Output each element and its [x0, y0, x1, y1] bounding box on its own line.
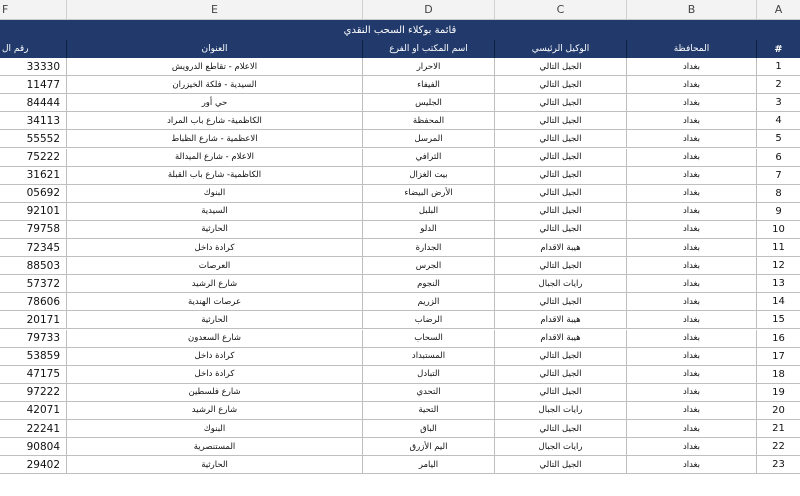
- cell-index[interactable]: 6: [756, 149, 800, 167]
- column-header-f[interactable]: F: [0, 0, 66, 20]
- cell-index[interactable]: 22: [756, 438, 800, 456]
- cell-office[interactable]: المرسل: [362, 130, 494, 148]
- cell-province[interactable]: بغداد: [626, 58, 756, 76]
- cell-code[interactable]: 55552: [0, 130, 66, 148]
- cell-agent[interactable]: الجيل التالي: [494, 94, 626, 112]
- cell-agent[interactable]: الجيل التالي: [494, 167, 626, 185]
- cell-code[interactable]: 75222: [0, 149, 66, 167]
- cell-address[interactable]: السيدية - فلكة الخيزران: [66, 76, 362, 94]
- cell-office[interactable]: البلبل: [362, 203, 494, 221]
- cell-province[interactable]: بغداد: [626, 293, 756, 311]
- cell-province[interactable]: بغداد: [626, 239, 756, 257]
- cell-office[interactable]: التحدي: [362, 384, 494, 402]
- header-index: #: [756, 40, 800, 58]
- cell-index[interactable]: 21: [756, 420, 800, 438]
- cell-code[interactable]: 97222: [0, 384, 66, 402]
- cell-index[interactable]: 15: [756, 311, 800, 329]
- cell-address[interactable]: كرادة داخل: [66, 366, 362, 384]
- cell-province[interactable]: بغداد: [626, 149, 756, 167]
- cell-province[interactable]: بغداد: [626, 275, 756, 293]
- cell-code[interactable]: 88503: [0, 257, 66, 275]
- cell-address[interactable]: البنوك: [66, 185, 362, 203]
- cell-code[interactable]: 05692: [0, 185, 66, 203]
- cell-address[interactable]: الكاظمية- شارع باب القبلة: [66, 167, 362, 185]
- cell-office[interactable]: الفيفاء: [362, 76, 494, 94]
- cell-office[interactable]: الجليس: [362, 94, 494, 112]
- cell-agent[interactable]: الجيل التالي: [494, 366, 626, 384]
- cell-index[interactable]: 18: [756, 366, 800, 384]
- cell-address[interactable]: الحارثية: [66, 311, 362, 329]
- cell-address[interactable]: الحارثية: [66, 456, 362, 474]
- cell-province[interactable]: بغداد: [626, 384, 756, 402]
- cell-address[interactable]: الاعظمية - شارع الظباط: [66, 130, 362, 148]
- cell-address[interactable]: حي أور: [66, 94, 362, 112]
- cell-office[interactable]: بيت الغزال: [362, 167, 494, 185]
- cell-province[interactable]: بغداد: [626, 456, 756, 474]
- cell-province[interactable]: بغداد: [626, 203, 756, 221]
- cell-agent[interactable]: الجيل التالي: [494, 130, 626, 148]
- cell-index[interactable]: 10: [756, 221, 800, 239]
- cell-code[interactable]: 79733: [0, 330, 66, 348]
- cell-code[interactable]: 33330: [0, 58, 66, 76]
- column-header-c[interactable]: C: [494, 0, 626, 20]
- cell-index[interactable]: 1: [756, 58, 800, 76]
- cell-office[interactable]: اليامر: [362, 456, 494, 474]
- cell-address[interactable]: عرصات الهندية: [66, 293, 362, 311]
- cell-address[interactable]: المستنصرية: [66, 438, 362, 456]
- cell-province[interactable]: بغداد: [626, 311, 756, 329]
- column-header-b[interactable]: B: [626, 0, 756, 20]
- cell-province[interactable]: بغداد: [626, 438, 756, 456]
- cell-office[interactable]: المستبداد: [362, 348, 494, 366]
- cell-office[interactable]: الجرس: [362, 257, 494, 275]
- cell-index[interactable]: 16: [756, 330, 800, 348]
- cell-province[interactable]: بغداد: [626, 330, 756, 348]
- cell-address[interactable]: شارع الرشيد: [66, 275, 362, 293]
- cell-province[interactable]: بغداد: [626, 130, 756, 148]
- cell-office[interactable]: الأرض البيضاء: [362, 185, 494, 203]
- cell-office[interactable]: الرضاب: [362, 311, 494, 329]
- cell-index[interactable]: 3: [756, 94, 800, 112]
- cell-agent[interactable]: الجيل التالي: [494, 149, 626, 167]
- cell-index[interactable]: 14: [756, 293, 800, 311]
- cell-office[interactable]: الثرافي: [362, 149, 494, 167]
- cell-province[interactable]: بغداد: [626, 221, 756, 239]
- cell-address[interactable]: العرصات: [66, 257, 362, 275]
- cell-address[interactable]: شارع السعدون: [66, 330, 362, 348]
- cell-code[interactable]: 47175: [0, 366, 66, 384]
- cell-code[interactable]: 84444: [0, 94, 66, 112]
- cell-office[interactable]: الاحرار: [362, 58, 494, 76]
- cell-agent[interactable]: الجيل التالي: [494, 348, 626, 366]
- cell-province[interactable]: بغداد: [626, 112, 756, 130]
- cell-agent[interactable]: الجيل التالي: [494, 203, 626, 221]
- cell-address[interactable]: شارع الرشيد: [66, 402, 362, 420]
- cell-code[interactable]: 34113: [0, 112, 66, 130]
- cell-code[interactable]: 11477: [0, 76, 66, 94]
- cell-address[interactable]: شارع فلسطين: [66, 384, 362, 402]
- cell-province[interactable]: بغداد: [626, 167, 756, 185]
- cell-agent[interactable]: الجيل التالي: [494, 221, 626, 239]
- cell-agent[interactable]: الجيل التالي: [494, 293, 626, 311]
- cell-code[interactable]: 72345: [0, 239, 66, 257]
- column-header-e[interactable]: E: [66, 0, 362, 20]
- cell-code[interactable]: 92101: [0, 203, 66, 221]
- cell-agent[interactable]: الجيل التالي: [494, 456, 626, 474]
- cell-index[interactable]: 13: [756, 275, 800, 293]
- cell-province[interactable]: بغداد: [626, 257, 756, 275]
- cell-agent[interactable]: الجيل التالي: [494, 185, 626, 203]
- cell-office[interactable]: الدلو: [362, 221, 494, 239]
- cell-agent[interactable]: الجيل التالي: [494, 112, 626, 130]
- cell-province[interactable]: بغداد: [626, 185, 756, 203]
- cell-address[interactable]: السيدية: [66, 203, 362, 221]
- cell-address[interactable]: الكاظمية- شارع باب المراد: [66, 112, 362, 130]
- cell-code[interactable]: 31621: [0, 167, 66, 185]
- cell-address[interactable]: الاعلام - شارع الميدالة: [66, 149, 362, 167]
- cell-code[interactable]: 20171: [0, 311, 66, 329]
- cell-address[interactable]: كرادة داخل: [66, 348, 362, 366]
- cell-code[interactable]: 78606: [0, 293, 66, 311]
- header-office: اسم المكتب او الفرع: [362, 40, 494, 58]
- header-province: المحافظة: [626, 40, 756, 58]
- column-header-a[interactable]: A: [756, 0, 800, 20]
- cell-index[interactable]: 19: [756, 384, 800, 402]
- cell-address[interactable]: البنوك: [66, 420, 362, 438]
- cell-index[interactable]: 12: [756, 257, 800, 275]
- cell-province[interactable]: بغداد: [626, 348, 756, 366]
- cell-index[interactable]: 8: [756, 185, 800, 203]
- cell-code[interactable]: 42071: [0, 402, 66, 420]
- cell-office[interactable]: التبادل: [362, 366, 494, 384]
- cell-index[interactable]: 2: [756, 76, 800, 94]
- header-code: رقم ال: [0, 40, 66, 58]
- cell-agent[interactable]: الجيل التالي: [494, 257, 626, 275]
- cell-address[interactable]: الحارثية: [66, 221, 362, 239]
- cell-agent[interactable]: هيبة الاقدام: [494, 311, 626, 329]
- cell-agent[interactable]: رايات الجبال: [494, 438, 626, 456]
- cell-code[interactable]: 79758: [0, 221, 66, 239]
- cell-code[interactable]: 57372: [0, 275, 66, 293]
- cell-agent[interactable]: هيبة الاقدام: [494, 330, 626, 348]
- cell-index[interactable]: 20: [756, 402, 800, 420]
- cell-province[interactable]: بغداد: [626, 94, 756, 112]
- cell-office[interactable]: النجوم: [362, 275, 494, 293]
- cell-code[interactable]: 29402: [0, 456, 66, 474]
- cell-office[interactable]: الزريم: [362, 293, 494, 311]
- cell-province[interactable]: بغداد: [626, 76, 756, 94]
- cell-agent[interactable]: رايات الجبال: [494, 402, 626, 420]
- cell-province[interactable]: بغداد: [626, 402, 756, 420]
- cell-agent[interactable]: رايات الجبال: [494, 275, 626, 293]
- cell-index[interactable]: 4: [756, 112, 800, 130]
- column-header-d[interactable]: D: [362, 0, 494, 20]
- header-agent: الوكيل الرئيسي: [494, 40, 626, 58]
- cell-office[interactable]: المحفظة: [362, 112, 494, 130]
- cell-code[interactable]: 53859: [0, 348, 66, 366]
- cell-index[interactable]: 23: [756, 456, 800, 474]
- cell-index[interactable]: 11: [756, 239, 800, 257]
- cell-agent[interactable]: الجيل التالي: [494, 76, 626, 94]
- cell-agent[interactable]: الجيل التالي: [494, 58, 626, 76]
- cell-code[interactable]: 90804: [0, 438, 66, 456]
- table-title: قائمة بوكلاء السحب النقدي: [0, 20, 800, 40]
- cell-office[interactable]: اليم الأزرق: [362, 438, 494, 456]
- cell-office[interactable]: الباق: [362, 420, 494, 438]
- cell-province[interactable]: بغداد: [626, 366, 756, 384]
- cell-address[interactable]: كرادة داخل: [66, 239, 362, 257]
- cell-agent[interactable]: هيبة الاقدام: [494, 239, 626, 257]
- cell-office[interactable]: التحية: [362, 402, 494, 420]
- cell-agent[interactable]: الجيل التالي: [494, 384, 626, 402]
- cell-office[interactable]: السحاب: [362, 330, 494, 348]
- cell-office[interactable]: الجدارة: [362, 239, 494, 257]
- cell-code[interactable]: 22241: [0, 420, 66, 438]
- cell-index[interactable]: 7: [756, 167, 800, 185]
- header-address: العنوان: [66, 40, 362, 58]
- cell-address[interactable]: الاعلام - تقاطع الدرويش: [66, 58, 362, 76]
- cell-index[interactable]: 9: [756, 203, 800, 221]
- cell-index[interactable]: 5: [756, 130, 800, 148]
- cell-agent[interactable]: الجيل التالي: [494, 420, 626, 438]
- cell-index[interactable]: 17: [756, 348, 800, 366]
- cell-province[interactable]: بغداد: [626, 420, 756, 438]
